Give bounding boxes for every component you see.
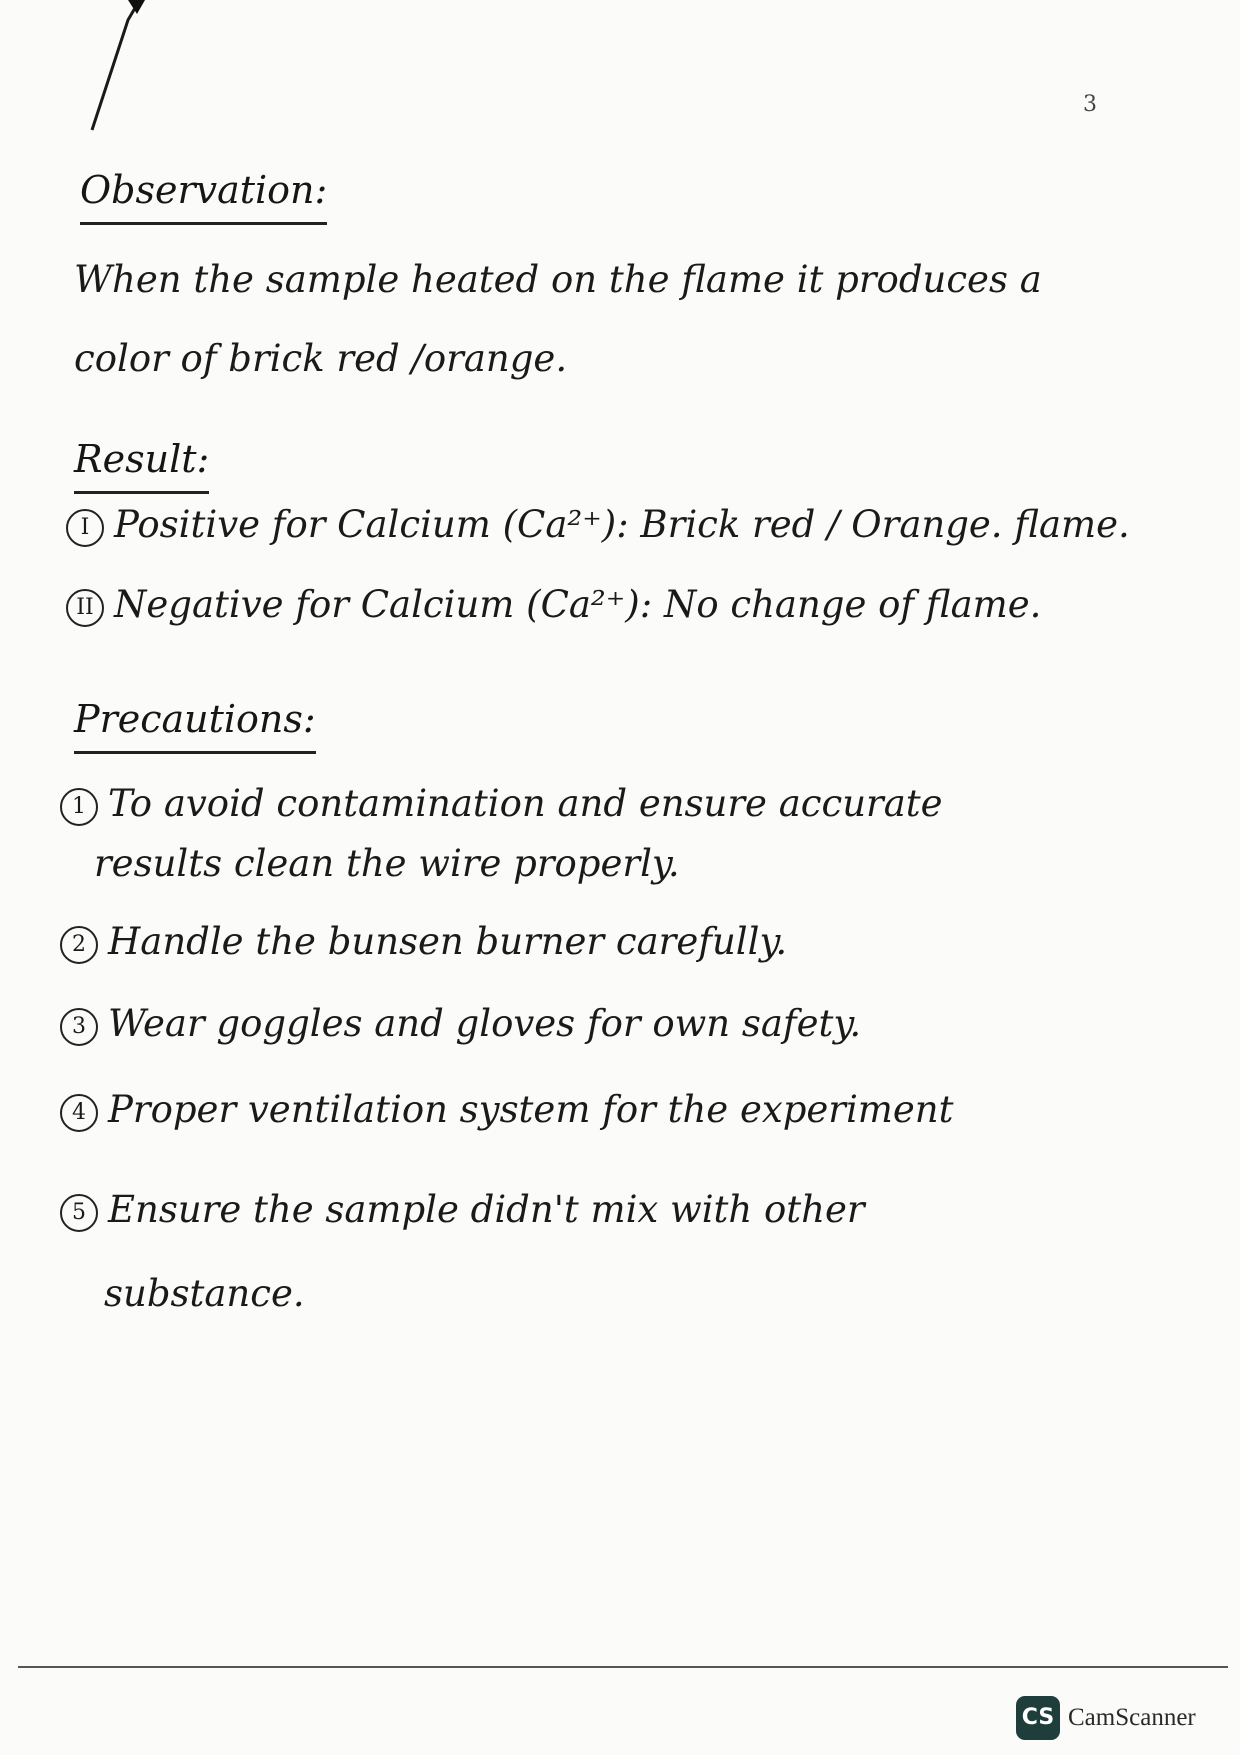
precaution-text: Proper ventilation system for the experiment (108, 1088, 954, 1131)
result-item-positive (66, 503, 1130, 547)
precaution-text: Wear goggles and gloves for own safety. (108, 1002, 862, 1045)
result-item-text: Positive for Calcium (Ca²⁺): Brick red / Orange. flame. (114, 503, 1130, 546)
result-item-negative (66, 583, 1041, 627)
observation-heading: Observation: (80, 168, 327, 225)
precaution-text: To avoid contamination and ensure accurate (108, 782, 943, 825)
camscanner-watermark (1016, 1695, 1196, 1741)
result-item-text: Negative for Calcium (Ca²⁺): No change of flame. (114, 583, 1042, 626)
observation-line-2: color of brick red /orange. (74, 337, 568, 380)
scan-bottom-edge (18, 1666, 1228, 1668)
precaution-item-1 (60, 782, 943, 826)
precaution-marker-4: 4 (60, 1094, 98, 1132)
precaution-marker-2: 2 (60, 926, 98, 964)
result-marker-2: II (66, 589, 104, 627)
precaution-text: Ensure the sample didn't mix with other (108, 1188, 865, 1231)
precaution-item-5-continued: substance. (104, 1272, 305, 1315)
camscanner-logo: CS (1016, 1696, 1060, 1740)
observation-line-1: When the sample heated on the flame it produces a (74, 258, 1042, 301)
camscanner-brand: CamScanner (1068, 1704, 1196, 1731)
precaution-marker-1: 1 (60, 788, 98, 826)
precautions-heading: Precautions: (74, 697, 316, 754)
page-number: 3 (1083, 92, 1097, 117)
precaution-marker-3: 3 (60, 1008, 98, 1046)
result-marker-1: I (66, 509, 104, 547)
precaution-marker-5: 5 (60, 1194, 98, 1232)
precaution-item-1-continued: results clean the wire properly. (94, 842, 680, 885)
precaution-text: Handle the bunsen burner carefully. (108, 920, 788, 963)
result-heading: Result: (74, 437, 209, 494)
precaution-item-2 (60, 920, 787, 964)
precaution-item-5 (60, 1188, 865, 1232)
precaution-item-4 (60, 1088, 954, 1132)
precaution-item-3 (60, 1002, 861, 1046)
